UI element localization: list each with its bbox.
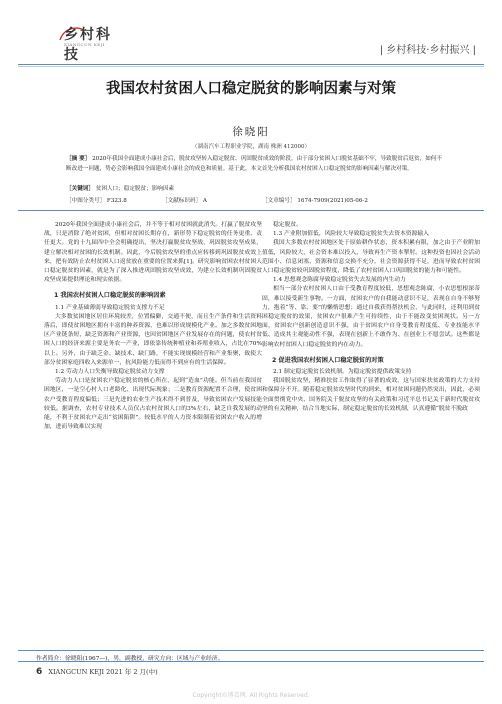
article-author: 徐晓阳 — [232, 126, 270, 138]
body-column-left — [44, 221, 262, 432]
author-footnote: 作者简介：徐晓阳(1967—)，男，副教授，研究方向：区域与产业经济。 — [36, 656, 224, 662]
body-paragraph: 2020年我国全面建成小康社会后，并不等于相对贫困就此消失。打赢了脱贫攻坚战，只是消除了绝对贫困，但相对贫困长期存在，新形势下稳定脱贫的任务更重、责任更大。党的十九届四中全会明确提出，坚决打赢脱贫攻坚战，巩固脱贫攻坚成果，建立解决相对贫困的长效机制。因此，今后脱贫攻坚的重点应转移到巩固脱贫成效上来，把有效防止农村贫困人口返贫放在重要的位置来抓[1]。研究影响贫困农村贫困人口稳定脱贫的因素，就是为了深入推进巩固脱贫攻坚成效，为建立长效机制巩固脱贫攻坚成果提供理论和现实依据。 — [44, 222, 262, 284]
section-tag: | 乡村科技·乡村振兴 | — [379, 45, 476, 56]
subsection-heading: 1.3 产业附加值低，风险较大导致稳定脱贫失去资本资源输入 — [273, 231, 429, 238]
copyright-watermark: Copyright©博看网. All Rights Reserved. — [192, 692, 310, 699]
section-heading: 2 促进我国农村贫困人口稳定脱贫的对策 — [272, 356, 384, 364]
keywords-label: ［关键词］ — [66, 186, 94, 192]
header-rule-thin — [18, 66, 484, 67]
document-code: ［文献标识码］ A — [162, 198, 207, 204]
body-paragraph: 我国大多数农村贫困地区处于原始耕作状态，资本积累有限，加之由于产业附加值低，风险较大，社会资本难以投入，导致再生产资本掣肘。这种投资也因社会活动范围小、信息闭塞、资源和信息交换不充分，社会资源获得不足，进而导致农村贫困人口稳定脱贫较巩固脱贫程度，降低了农村贫困人口巩固脱贫的能力和可能性。 — [262, 240, 480, 275]
subsection-heading: 1.4 思想观念陈腐导致稳定脱贫失去发展的内生动力 — [273, 277, 406, 284]
subsection-heading: 1.2 劳动力人口失衡导致稳定脱贫动力支撑 — [55, 369, 165, 376]
abstract — [66, 154, 442, 174]
section-rule — [18, 210, 484, 211]
body-paragraph: 相当一部分农村贫困人口由于受教育程度较低，思想观念陈腐，小农思想根深蒂固，难以接受新生事物。一方面，贫困农户的自我能动意识不足，表现在自身不够努力，抱着“等、靠、要”的懒惰思想；通过自我获得帮扶机会，与此同时，还利用到贫困稳定脱贫的效果，贫困农户很难产生可持续性，由于不能改变贫困现状。另一方面，贫困农户创新创造意识不强，由于贫困农户自身受教育程度低、专业技能水平低、造成其主观能动性不强，表现在创新上不敢作为、在创业上不愿尝试。这些都是影响农村贫困人口稳定脱贫的内在动力。 — [262, 286, 480, 348]
header-rule — [18, 64, 484, 65]
abstract-label: ［摘 要］ — [66, 156, 91, 162]
journal-logo — [58, 22, 118, 63]
keywords — [66, 184, 442, 192]
body-column-right — [262, 221, 480, 414]
footnote-rule — [18, 650, 484, 651]
page-number: 6 — [36, 667, 43, 677]
body-paragraph: 我国脱贫攻坚，精准扶贫工作取得了显著的成效，这与国家扶贫政策的大力支持和保障分不开。随着稳定脱贫攻坚时代的到来，相对贫困问题仍然突出，因此，必须全面贯彻党中央、国务院关于脱贫攻坚的有关政策和习近平总书记关于新时代脱贫攻坚的有关精神，结合当地实际，制定稳定脱贫的长效机制，认真遵循“脱贫不脱政 — [262, 378, 480, 412]
journal-issue: XIANGCUN KEJI 2021 年 2 月(中) — [48, 668, 158, 676]
subsection-heading: 2.1 制定稳定脱贫长效机制，为稳定脱贫提供政策支持 — [273, 369, 412, 376]
keywords-text: 贫困人口；稳定脱贫；影响因素 — [95, 186, 175, 192]
body-paragraph: 大多数贫困地区居住环境较差，位置偏僻，交通不便，而且生产条件和生活资料落后，即使贫困地区拥有丰富的种养资源，也难以形成规模化产业。加之多数贫困地区产业链条短，缺乏资源和产业资源，也因贫困地区产业发展存在的问题，使农村贫困人口的经济来源主要是务农一产业，即依靠传统种植业和养殖业收入，占比在70%以上。另外，由于缺乏金、缺技术、缺门路，不能实现规模经营和产业集聚，致使大部分贫困家庭四收入来源单一，抗风险能力低而得不到应有的生活保障。 — [44, 313, 262, 366]
footer-rule — [18, 661, 484, 662]
body-paragraph: 劳动力人口是贫困农户稳定脱贫的核心所在，起到“造血”功能。但当前在我国贫困地区，一是空心村人口老龄化、出现代际现象；二是教育资源配置不合理，使贫困农户受教育程度偏低；三是先进的农业生产技术得不到普及，导致贫困农户发展技能较低。据调查，农村专业技术人员仅占农村贫困人口的3%左右，缺乏自我发展的动能，不利于贫困农户走出“贫困陷阱”。较低水平的人力资本限制着贫困农户收入的增加，进而导致难以实现 — [44, 378, 262, 431]
page-header — [0, 0, 502, 64]
page-footer — [36, 667, 158, 677]
body-paragraph: 稳定脱贫。 — [273, 222, 302, 228]
clc-number: ［中图分类号］ F323.8 — [66, 198, 127, 204]
logo-text: 乡村科技 — [64, 27, 112, 63]
article-number: ［文章编号］ 1674-7909(2021)05-06-2 — [262, 198, 368, 204]
abstract-text: 2020年我国全面建成小康社会后，脱贫攻坚转入稳定脱贫、巩固脱贫成效的阶段。由于部分贫困人口脱贫基础不牢，导致脱贫后返贫，如何不断改进一问题，势必会影响我国全面建成小康社会的成色和质量。基于此，本文首先分析我国农村贫困人口稳定脱贫的影响因素与解决对策。 — [66, 156, 442, 172]
article-title: 我国农村贫困人口稳定脱贫的影响因素与对策 — [106, 81, 396, 97]
section-heading: 1 我国农村贫困人口稳定脱贫的影响因素 — [54, 292, 166, 300]
logo-subtext: XIANGCUN KEJI — [64, 42, 105, 47]
article-affiliation: （湖南汽车工程职业学院，湖南 株洲 412000） — [192, 144, 310, 150]
subsection-heading: 1.1 产业基础薄弱导致稳定脱贫支撑力不足 — [55, 304, 165, 311]
